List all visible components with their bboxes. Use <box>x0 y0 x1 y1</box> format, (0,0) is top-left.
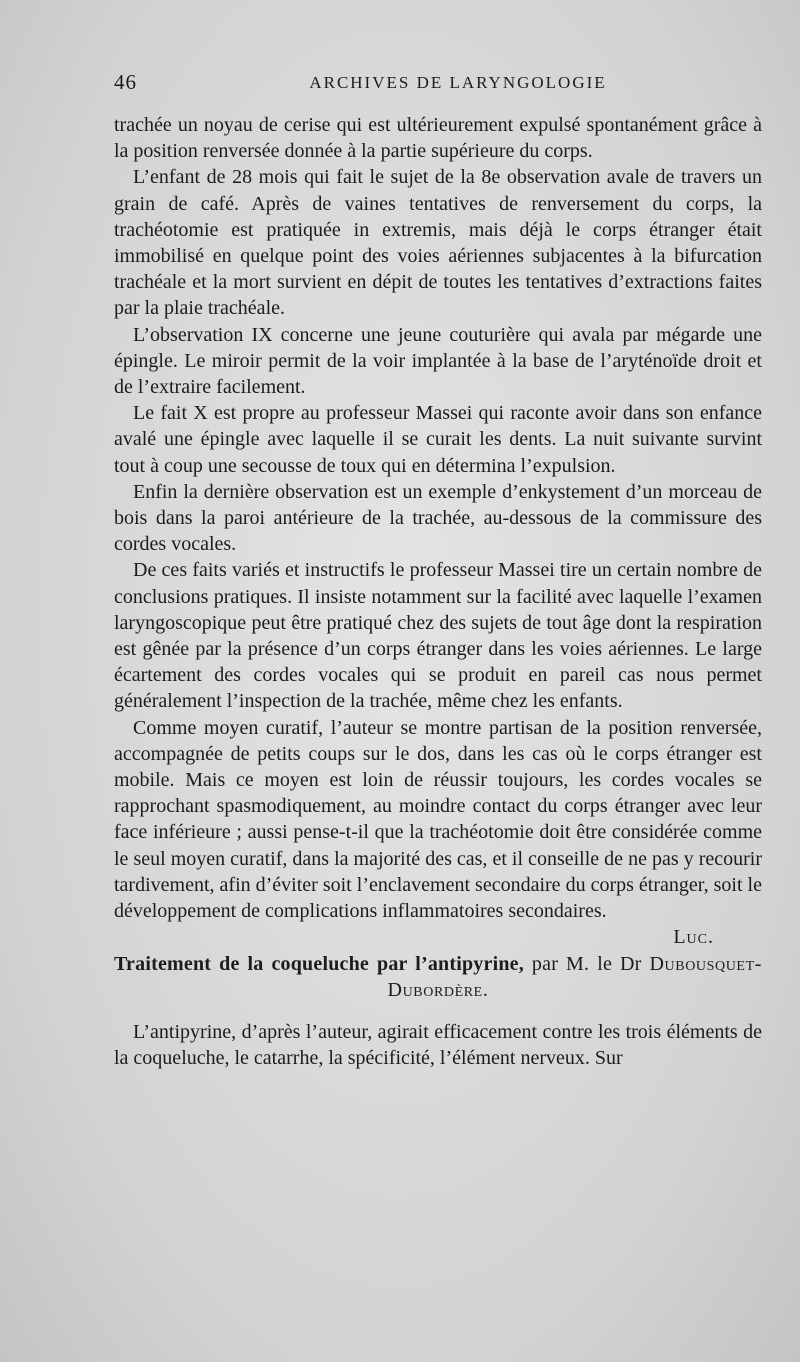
paragraph-observation-10: Le fait X est propre au professeur Massei qui raconte avoir dans son enfance avalé une épingle avec laquelle il se curait les dents. La nuit suivante survint tout à coup une secousse de toux qui en détermina l’expulsion. <box>114 402 762 477</box>
section-byline: par M. le Dr <box>531 952 642 975</box>
author-signature: Luc. <box>673 926 714 949</box>
article-body <box>114 112 762 1071</box>
paragraph-curative-means: Comme moyen curatif, l’auteur se montre partisan de la position renversée, accompagnée de petits coups sur le dos, dans les cas où le corps étranger est mobile. Mais ce moyen est loin de réussir toujours, les cordes vocales se rapprochant spasmodiquement, au moindre contact du corps étranger avec leur face inférieure ; aussi pense-t-il que la trachéotomie doit être considérée comme le seul moyen curatif, dans la majorité des cas, et il conseille de ne pas y recourir tardivement, afin d’éviter soit l’enclavement secondaire du corps étranger, soit le développement de complications inflammatoires secondaires. <box>114 716 762 923</box>
page-number: 46 <box>114 70 137 94</box>
paragraph-observation-9: L’observation IX concerne une jeune couturière qui avala par mégarde une épingle. Le miroir permit de la voir implantée à la base de l’aryténoïde droit et de l’extraire facilement. <box>114 323 762 399</box>
paragraph-continued: trachée un noyau de cerise qui est ultérieurement expulsé spontanément grâce à la position renversée donnée à la partie supérieure du corps. <box>114 114 762 163</box>
paragraph-antipyrine: L’antipyrine, d’après l’auteur, agirait efficacement contre les trois éléments de la coqueluche, le catarrhe, la spécificité, l’élément nerveux. Sur <box>114 1020 762 1070</box>
paragraph-conclusions: De ces faits variés et instructifs le professeur Massei tire un certain nombre de conclusions pratiques. Il insiste notamment sur la facilité avec laquelle l’examen laryngoscopique peut être pratiqué chez des sujets de tout âge dont la respiration est gênée par la présence d’un corps étranger dans les voies aériennes. Le large écartement des cordes vocales qui se produit en pareil cas nous permet généralement l’inspection de la trachée, même chez les enfants. <box>114 559 762 713</box>
running-title: ARCHIVES DE LARYNGOLOGIE <box>309 73 607 92</box>
section-heading <box>114 951 762 1003</box>
page-header <box>114 70 762 98</box>
section-title: Traitement de la coqueluche par l’antipyrine, <box>114 952 524 975</box>
paragraph-observation-8: L’enfant de 28 mois qui fait le sujet de la 8e observation avale de travers un grain de café. Après de vaines tentatives de renversement du corps, la trachéotomie est pratiquée in extremis, mais déjà le corps étranger était immobilisé en quelque point des voies aériennes subjacentes à la bifurcation trachéale et la mort survient en dépit de toutes les tentatives d’extractions faites par la plaie trachéale. <box>114 166 762 320</box>
paragraph-last-observation: Enfin la dernière observation est un exemple d’enkystement d’un morceau de bois dans la paroi antérieure de la trachée, au-dessous de la commissure des cordes vocales. <box>114 480 762 556</box>
section-author: Dubousquet-Dubordère. <box>387 952 762 1001</box>
